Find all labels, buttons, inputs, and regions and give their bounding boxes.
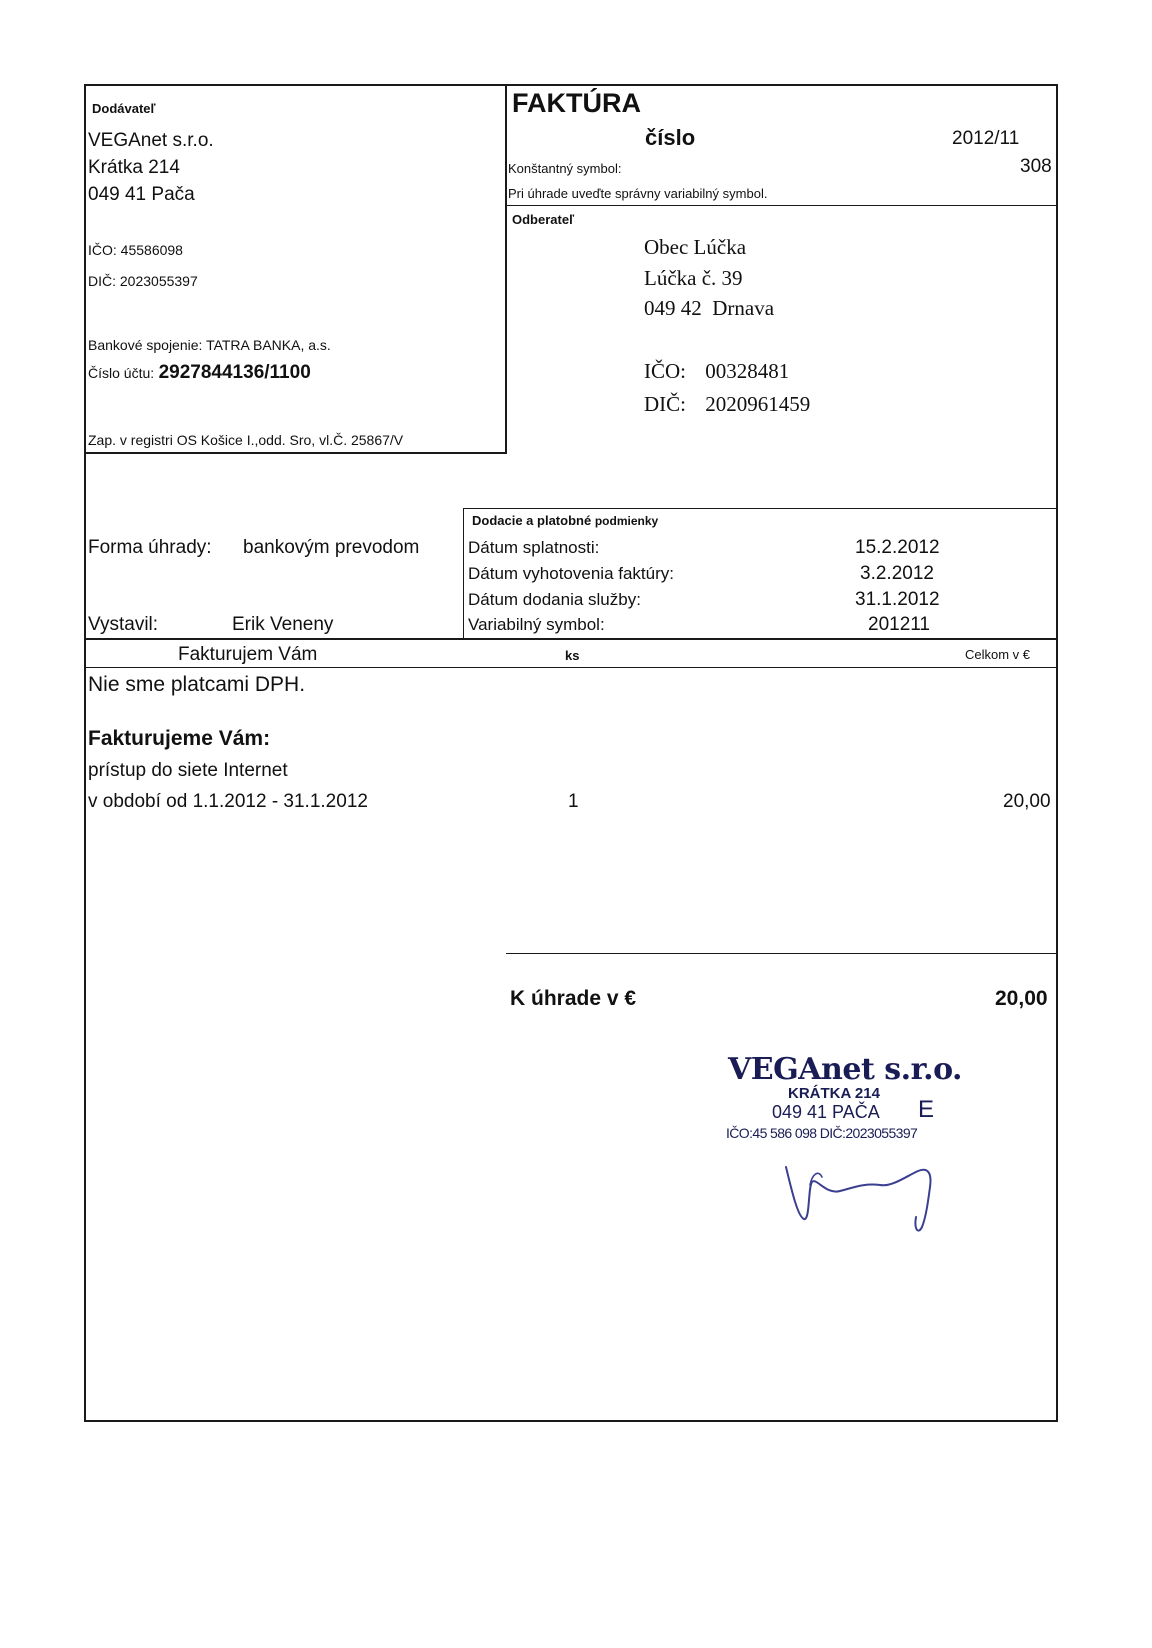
- supplier-heading: Dodávateľ: [92, 101, 156, 116]
- frame-top: [84, 84, 1058, 86]
- col-description: Fakturujem Vám: [178, 644, 318, 665]
- frame-left: [84, 84, 86, 1422]
- item-line-1: prístup do siete Internet: [88, 760, 288, 781]
- terms-delivery-label: Dátum dodania služby:: [468, 590, 641, 609]
- invoice-title: FAKTÚRA: [512, 88, 641, 118]
- item-amount: 20,00: [1003, 791, 1051, 812]
- terms-due-label: Dátum splatnosti:: [468, 538, 600, 557]
- signature-icon: [700, 1147, 960, 1267]
- terms-issue-date-value: 3.2.2012: [860, 563, 934, 584]
- supplier-ico-label: IČO:: [88, 242, 117, 258]
- customer-city: 049 42 Drnava: [644, 296, 775, 320]
- supplier-account-value: 2927844136/1100: [158, 362, 311, 383]
- item-qty: 1: [568, 791, 579, 812]
- terms-box-left: [463, 508, 464, 638]
- supplier-registry: Zap. v registri OS Košice I.,odd. Sro, vl.Č. 25867/V: [88, 432, 404, 448]
- const-symbol-label: Konštantný symbol:: [508, 161, 622, 176]
- total-separator: [506, 953, 1058, 954]
- supplier-dic-value: 2023055397: [119, 273, 198, 289]
- items-header-bottom: [84, 667, 1058, 668]
- supplier-city: 049 41 Pača: [88, 184, 195, 205]
- supplier-dic: [88, 273, 198, 289]
- customer-dic-label: DIČ:: [644, 392, 686, 416]
- invoice-number: 2012/11: [952, 128, 1020, 149]
- frame-right: [1056, 84, 1058, 1422]
- total-value: 20,00: [995, 987, 1048, 1010]
- stamp-city: 049 41 PAČA: [772, 1102, 880, 1122]
- customer-dic: [644, 392, 810, 417]
- customer-ico-value: 00328481: [705, 359, 790, 383]
- terms-varsymbol-label: Variabilný symbol:: [468, 615, 605, 634]
- col-total: Celkom v €: [965, 647, 1031, 662]
- terms-heading: [472, 513, 658, 528]
- supplier-account-label: Číslo účtu:: [88, 365, 155, 381]
- supplier-name: VEGAnet s.r.o.: [88, 130, 214, 151]
- terms-due-value: 15.2.2012: [855, 537, 940, 558]
- supplier-bank: [88, 337, 331, 353]
- frame-bottom: [84, 1420, 1058, 1422]
- supplier-street: Krátka 214: [88, 157, 180, 178]
- vat-note: Nie sme platcami DPH.: [88, 673, 306, 696]
- stamp-street: KRÁTKA 214: [788, 1085, 880, 1102]
- const-symbol-value: 308: [1020, 156, 1052, 177]
- customer-street: Lúčka č. 39: [644, 266, 743, 290]
- payment-method-label: Forma úhrady:: [88, 537, 212, 558]
- customer-dic-value: 2020961459: [705, 392, 811, 416]
- terms-heading-bold: Dodacie a platobné: [472, 513, 592, 528]
- stamp-company: VEGAnet s.r.o.: [728, 1052, 962, 1087]
- supplier-ico: [88, 242, 183, 258]
- total-label: K úhrade v €: [510, 987, 637, 1010]
- terms-varsymbol-value: 201211: [868, 614, 930, 635]
- supplier-dic-label: DIČ:: [88, 273, 116, 289]
- col-qty: ks: [565, 648, 580, 663]
- supplier-box-right: [505, 84, 507, 454]
- issued-by-value: Erik Veneny: [232, 614, 334, 635]
- customer-divider: [505, 205, 1058, 206]
- customer-ico-label: IČO:: [644, 359, 686, 383]
- terms-box-top: [463, 508, 1058, 509]
- payment-note: Pri úhrade uveďte správny variabilný symbol.: [508, 186, 768, 201]
- customer-ico: [644, 359, 789, 384]
- issued-by-label: Vystavil:: [88, 614, 159, 635]
- stamp-mark: E: [918, 1096, 935, 1123]
- items-header-top: [84, 638, 1058, 640]
- invoice-number-label: číslo: [645, 125, 696, 150]
- terms-delivery-value: 31.1.2012: [855, 589, 940, 610]
- supplier-ico-value: 45586098: [120, 242, 183, 258]
- item-line-2: v období od 1.1.2012 - 31.1.2012: [88, 791, 368, 812]
- payment-method-value: bankovým prevodom: [243, 537, 420, 558]
- items-section-title: Fakturujeme Vám:: [88, 727, 271, 750]
- stamp-ids: IČO:45 586 098 DIČ:2023055397: [726, 1125, 918, 1141]
- terms-heading-rest: podmienky: [594, 514, 659, 528]
- supplier-bank-value: TATRA BANKA, a.s.: [206, 337, 331, 353]
- customer-heading: Odberateľ: [512, 212, 575, 227]
- customer-name: Obec Lúčka: [644, 235, 747, 259]
- supplier-box-bottom: [84, 452, 507, 454]
- company-stamp: [700, 1052, 960, 1242]
- supplier-bank-label: Bankové spojenie:: [88, 337, 203, 353]
- supplier-account: [88, 362, 311, 384]
- terms-issue-date-label: Dátum vyhotovenia faktúry:: [468, 564, 674, 583]
